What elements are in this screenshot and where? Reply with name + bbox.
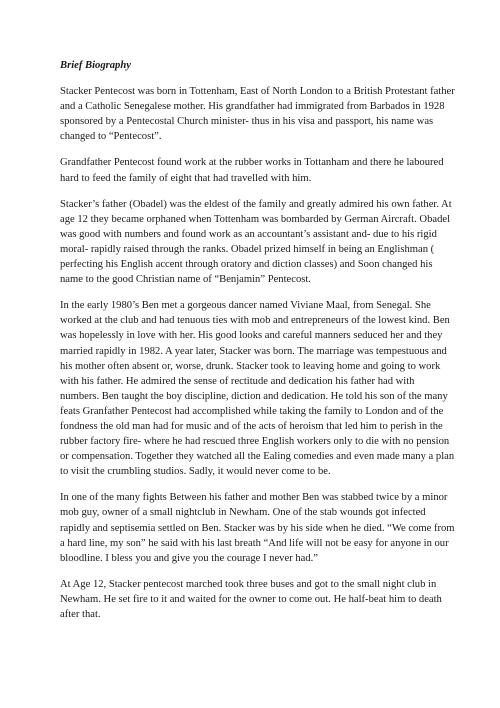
paragraph-father-death: In one of the many fights Between his father and mother Ben was stabbed twice by a minor mob guy, owner of a small nightclub in Newham. One of the stab wounds got infected rapidly and septisemia settled on Ben. Stacker was by his side when he died. “We come from a hard line, my son” he said with his last breath “And life will not be easy for anyone in our bloodline. I bless you and give you the courage I never had.”	[60, 492, 455, 564]
paragraph-parents: In the early 1980’s Ben met a gorgeous dancer named Viviane Maal, from Senegal. She worked at the club and had tenuous ties with mob and entrepreneurs of the lowest kind. Ben was hopelessly in love with her. His good looks and careful manners seduced her and they married rapidly in 1982. A year later, Stacker was born. The marriage was tempestuous and his mother often absent or, worse, drunk. Stacker took to leaving home and going to work with his father. He admired the sense of rectitude and dedication his father had with numbers. Ben taught the boy discipline, diction and dedication. He told his son of the many feats Granfather Pentecost had accomplished while taking the family to London and of the fondness the old man had for music and of the acts of heroism that led him to perish in the rubber factory fire- where he had rescued three English workers only to die with no pension or compensation. Together they watched all the Ealing comedies and even made many a plan to visit the crumbling studios. Sadly, it would never come to be.	[60, 300, 455, 478]
paragraph-grandfather: Grandfather Pentecost found work at the rubber works in Tottanham and there he laboured hard to feed the family of eight that had travelled with him.	[60, 157, 444, 184]
document-title: Brief Biography	[60, 60, 131, 71]
paragraph-birth: Stacker Pentecost was born in Tottenham, East of North London to a British Protestant father and a Catholic Senegalese mother. His grandfather had immigrated from Barbados in 1928 sponsored by a Pentecostal Church minister- thus in his visa and passport, his name was changed to “Pentecost”.	[60, 86, 455, 143]
paragraph-revenge: At Age 12, Stacker pentecost marched took three buses and got to the small night club in Newham. He set fire to it and waited for the owner to come out. He half-beat him to death after that.	[60, 578, 442, 620]
document-page	[60, 58, 456, 633]
paragraph-father: Stacker’s father (Obadel) was the eldest of the family and greatly admired his own father. At age 12 they became orphaned when Tottenham was bombarded by German Aircraft. Obadel was good with numbers and found work as an accountant’s assistant and- due to his rigid moral- rapidly raised through the ranks. Obadel prized himself in being an Englishman ( perfecting his English accent through oratory and diction classes) and Soon changed his name to the good Christian name of “Benjamin” Pentecost.	[60, 198, 452, 286]
